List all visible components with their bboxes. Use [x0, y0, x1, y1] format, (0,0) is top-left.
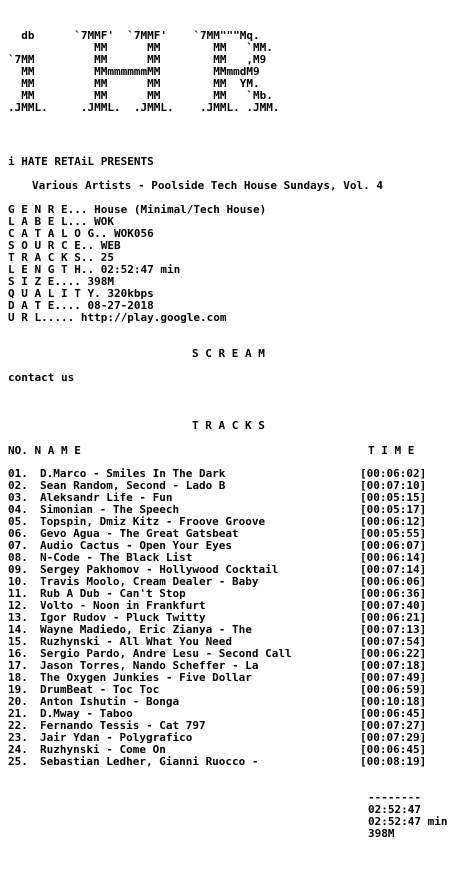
track-name: Sebastian Ledher, Gianni Ruocco - [40, 755, 259, 768]
track-duration: [00:07:29] [360, 731, 427, 744]
track-duration: [00:06:22] [360, 647, 427, 660]
track-duration: [00:06:45] [360, 743, 427, 756]
track-number: 04. [8, 503, 28, 516]
info-genre: G E N R E... House (Minimal/Tech House) [8, 203, 267, 216]
track-name: D.Marco - Smiles In The Dark [40, 467, 226, 480]
track-duration: [00:07:14] [360, 563, 427, 576]
track-duration: [00:07:13] [360, 623, 427, 636]
track-number: 06. [8, 527, 28, 540]
info-tracks: T R A C K S.. 25 [8, 251, 114, 264]
info-size: S I Z E.... 398M [8, 275, 114, 288]
track-name: Gevo Agua - The Great Gatsbeat [40, 527, 239, 540]
track-name: Wayne Madiedo, Eric Zianya - The [40, 623, 252, 636]
track-number: 18. [8, 671, 28, 684]
info-date: D A T E.... 08-27-2018 [8, 299, 154, 312]
track-name: D.Mway - Taboo [40, 707, 133, 720]
info-label: L A B E L... WOK [8, 215, 114, 228]
track-name: DrumBeat - Toc Toc [40, 683, 160, 696]
track-number: 23. [8, 731, 28, 744]
track-name: Simonian - The Speech [40, 503, 180, 516]
track-name: Jair Ydan - Polygrafico [40, 731, 193, 744]
track-number: 07. [8, 539, 28, 552]
release-title: Various Artists - Poolside Tech House Sundays, Vol. 4 [32, 179, 383, 192]
track-number: 13. [8, 611, 28, 624]
track-number: 02. [8, 479, 28, 492]
track-duration: [00:07:40] [360, 599, 427, 612]
info-catalog: C A T A L O G.. WOK056 [8, 227, 154, 240]
track-duration: [00:06:14] [360, 551, 427, 564]
track-number: 05. [8, 515, 28, 528]
track-number: 03. [8, 491, 28, 504]
track-duration: [00:06:06] [360, 575, 427, 588]
track-number: 15. [8, 635, 28, 648]
track-number: 24. [8, 743, 28, 756]
presents-line: i HATE RETAiL PRESENTS [8, 155, 154, 168]
ascii-art-logo: db `7MMF' `7MMF' `7MM"""Mq. MM MM MM `MM. `7MM MM MM MM ,M9 MM MMmmmmmmMM MMmmdM9 MM MM MM MM YM. MM MM MM MM `Mb. .JMML. .JMML. .JMML. .JMML. .JMM. [8, 29, 280, 114]
track-duration: [00:06:07] [360, 539, 427, 552]
track-duration: [00:06:02] [360, 467, 427, 480]
track-name: Aleksandr Life - Fun [40, 491, 173, 504]
info-quality: Q U A L I T Y. 320kbps [8, 287, 154, 300]
track-number: 10. [8, 575, 28, 588]
track-number: 08. [8, 551, 28, 564]
track-list [8, 468, 464, 768]
info-url: U R L..... http://play.google.com [8, 311, 227, 324]
track-duration: [00:06:12] [360, 515, 427, 528]
track-name: Sergio Pardo, Andre Lesu - Second Call [40, 647, 292, 660]
track-number: 19. [8, 683, 28, 696]
totals-divider: -------- [368, 791, 421, 804]
track-name: Topspin, Dmiz Kitz - Froove Groove [40, 515, 266, 528]
track-number: 22. [8, 719, 28, 732]
track-number: 21. [8, 707, 28, 720]
tracks-header [8, 444, 464, 456]
track-name: The Oxygen Junkies - Five Dollar [40, 671, 252, 684]
total-time: 02:52:47 [368, 803, 421, 816]
track-name: Audio Cactus - Open Your Eyes [40, 539, 233, 552]
total-length: 02:52:47 min [368, 815, 448, 828]
track-duration: [00:06:21] [360, 611, 427, 624]
track-duration: [00:06:36] [360, 587, 427, 600]
tracks-header-number-name: NO. N A M E [8, 444, 81, 457]
track-number: 25. [8, 755, 28, 768]
track-duration: [00:07:54] [360, 635, 427, 648]
track-duration: [00:07:27] [360, 719, 427, 732]
track-name: Anton Ishutin - Bonga [40, 695, 180, 708]
track-duration: [00:07:49] [360, 671, 427, 684]
track-duration: [00:10:18] [360, 695, 427, 708]
scream-section-title: S C R E A M [192, 347, 265, 360]
track-name: Fernando Tessis - Cat 797 [40, 719, 206, 732]
track-number: 09. [8, 563, 28, 576]
track-name: Igor Rudov - Pluck Twitty [40, 611, 206, 624]
track-duration: [00:05:17] [360, 503, 427, 516]
track-number: 14. [8, 623, 28, 636]
track-duration: [00:05:55] [360, 527, 427, 540]
track-name: Jason Torres, Nando Scheffer - La [40, 659, 259, 672]
info-source: S O U R C E.. WEB [8, 239, 121, 252]
track-number: 16. [8, 647, 28, 660]
contact-us-text: contact us [8, 371, 75, 384]
release-info-block [8, 204, 266, 324]
track-duration: [00:08:19] [360, 755, 427, 768]
track-name: Ruzhynski - All What You Need [40, 635, 233, 648]
track-duration: [00:06:45] [360, 707, 427, 720]
track-number: 01. [8, 467, 28, 480]
track-number: 11. [8, 587, 28, 600]
track-name: Ruzhynski - Come On [40, 743, 166, 756]
track-name: Travis Moolo, Cream Dealer - Baby [40, 575, 259, 588]
total-size: 398M [368, 827, 395, 840]
track-name: N-Code - The Black List [40, 551, 193, 564]
track-row [8, 756, 464, 768]
track-name: Volto - Noon in Frankfurt [40, 599, 206, 612]
track-name: Sergey Pakhomov - Hollywood Cocktail [40, 563, 279, 576]
track-name: Rub A Dub - Can't Stop [40, 587, 186, 600]
track-duration: [00:07:10] [360, 479, 427, 492]
tracks-header-time: T I M E [368, 444, 415, 457]
track-name: Sean Random, Second - Lado B [40, 479, 226, 492]
track-number: 17. [8, 659, 28, 672]
info-length: L E N G T H.. 02:52:47 min [8, 263, 181, 276]
tracks-section-title: T R A C K S [192, 419, 265, 432]
track-number: 12. [8, 599, 28, 612]
track-duration: [00:05:15] [360, 491, 427, 504]
track-number: 20. [8, 695, 28, 708]
track-duration: [00:06:59] [360, 683, 427, 696]
track-duration: [00:07:18] [360, 659, 427, 672]
totals-block [368, 792, 447, 840]
